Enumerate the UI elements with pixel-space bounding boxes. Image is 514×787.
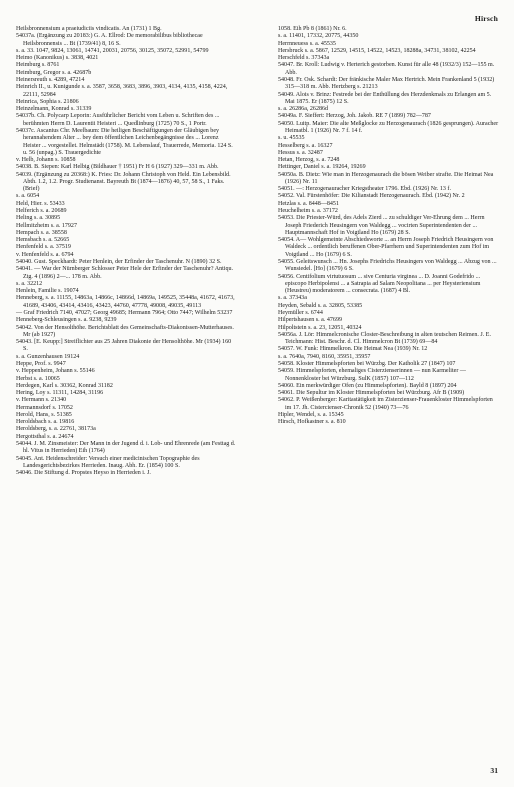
- index-entry: Hetzlas s. a. 8448—8451: [278, 200, 339, 207]
- index-entry: Henlein, Familie s. 19074: [16, 288, 79, 295]
- index-entry: Heyden, Sebald s. a. 32805, 53385: [278, 302, 363, 309]
- index-entry: Herdegen, Karl s. 30362, Konrad 31182: [16, 382, 113, 389]
- index-entry: s. a. 33. 1047, 9824, 13061, 14741, 20031, 20756, 30125, 35072, 52991, 54799: [16, 47, 209, 54]
- index-entry: Hellmitzheim s. a. 17927: [16, 222, 77, 229]
- index-entry: Heinersreuth s. 4289, 47214: [16, 76, 85, 83]
- index-entry: s. a. 26286a, 26286d: [278, 106, 329, 113]
- index-entry: 54037c. Ascanius Chr. Meelbaum: Die heiligen Beschäftigungen der Gläubigen bey herannahendem Alter ... bey dem öffentlichen Leichenbegängnisse des ... Lorenz Heister ... vorgestellet. Helmstädt (1758). M. Lebenslauf, Trauerrede, Memoria. 124 S. u. 56 (unpag.) S. Trauergedichte: [16, 127, 233, 156]
- index-entry: 54051. —: Herzogenauracher Kriegstheater 1796. Ebd. (1926) Nr. 13 f.: [278, 186, 451, 193]
- index-entry: Hermannsdorf s. 17052: [16, 404, 73, 411]
- index-entry: Heymüller s. 6744: [278, 309, 323, 316]
- index-entry: s. a. 32212: [16, 280, 43, 287]
- index-entry: Heling s. a. 30895: [16, 215, 61, 222]
- index-entry: Henneberg-Schleusingen s. a. 9238, 9239: [16, 317, 117, 324]
- index-entry: Hilpertshausen s. a. 47699: [278, 317, 342, 324]
- index-entry: 54050a. B. Dietz: Wie man in Herzogenaurach die bösen Weiber strafte. Die Heimat Nea (1926) Nr. 11: [278, 171, 494, 185]
- right-column: [278, 26, 499, 426]
- index-entry: Heroldsbach s. a. 19816: [16, 419, 75, 426]
- index-entry: 54047. Br. Kroll: Ludwig v. Herterich gestorben. Kunst für alle 48 (1932/3) 152—155 m. Abb.: [278, 62, 495, 76]
- index-entry: 54045. Ant. Heidenschreider: Versuch einer medicinischen Topographie des Landesgerichtsbezirkes Herrieden. Inaug. Abh. Er. (1854) 100 S.: [16, 455, 200, 469]
- index-entry: 54056. Centifolium virtutuosum ... sive Centuria virginea ... D. Joanni Godefrido ... episcopo Herbipolensi ... a Satrapia ad Salam Neopolitana ... per Heysteriensium (Heustreu) moderatorem ... consecrata. (1687) 4 Bl.: [278, 273, 481, 295]
- index-entry: Herold, Hans, s. 51385: [16, 411, 72, 418]
- index-entry: 54037a. (Ergänzung zu 20183:) G. A. Ellrod: De memorabilibus bibliothecae Heilsbronnensis ... Bt (1739/41) 8, 16 S.: [16, 33, 203, 47]
- index-entry: 54049. Alois v. Brinz: Festrede bei der Enthüllung des Herzdenkmals zu Erlangen am 5. Mai 1875. Er (1875) 12 S.: [278, 91, 492, 105]
- index-entry: 54046. Die Stiftung d. Propstes Heyso in Herrieden i. J.: [16, 470, 151, 477]
- index-entry: v. Helb, Johann s. 10858: [16, 157, 76, 164]
- index-entry: 54055. Geleitswunsch ... Hn. Josephs Friedrichs Heusingers von Waldegg ... Abzug von ... Wunsiedel. [Ho] (1679) 6 S.: [278, 259, 497, 273]
- index-entry: v. Hermann s. 21340: [16, 397, 67, 404]
- running-head: Hirsch: [474, 14, 498, 23]
- index-entry: Hessus s. a. 32487: [278, 149, 323, 156]
- index-entry: 54049a. F. Sieffert: Herzog, Joh. Jakob. RE 7 (1899) 782—787: [278, 113, 431, 120]
- index-entry: Hempach s. a. 38558: [16, 229, 67, 236]
- index-entry: Herrnneuess s. a. 45535: [278, 40, 336, 47]
- index-entry: Hering, Loy s. 11311, 14284, 31196: [16, 390, 104, 397]
- index-entry: s. u. 45535: [278, 135, 305, 142]
- index-entry: v. Henfenfeld s. a. 6794: [16, 251, 74, 258]
- index-entry: 54059. Himmelspforten, ehemaliges Cisterzienserinnen — nun Karmeliter — Nonnenkloster bei Würzburg. SulK (1857) 107—112: [278, 368, 466, 382]
- index-entry: Held, Hier. s. 53433: [16, 200, 65, 207]
- index-entry: Hetan, Herzog, s. a. 7248: [278, 157, 340, 164]
- index-entry: 54062. P. Weißenberger: Karitastätigkeit im Zisterzienser-Frauenkloster Himmelspforten im 17. Jh. Cistercienser-Chronik 52 (1940) 73—76: [278, 397, 493, 411]
- index-entry: Heimo (Kanonikus) s. 3838, 4021: [16, 55, 99, 62]
- index-entry: Henfenfeld s. a. 37519: [16, 244, 71, 251]
- index-entry: Henneberg, s. a. 11155, 14863a, 14866c, 14866d, 14869a, 149525, 35448a, 41672, 41673, 41689, 43406, 43414, 43416, 43423, 44760, 47778, 49008, 49035, 49113: [16, 295, 235, 309]
- index-entry: 54061. Die Sepultur im Kloster Himmelspforten bei Würzburg. Afr B (1909): [278, 390, 465, 397]
- index-entry: v. Heppenheim, Johann s. 55146: [16, 368, 95, 375]
- index-entry: 54043. [E. Keupp:] Streiflichter aus 25 Jahren Diakonie der Hensolthöhe. Mr (1934) 160 S.: [16, 339, 232, 353]
- index-entry: s. a. 6054: [16, 193, 40, 200]
- index-entry: Hersbruck s. a. 5867, 12529, 14515, 14522, 14523, 18288a, 34731, 38102, 42254: [278, 47, 476, 54]
- index-entry: s. a. 37343a: [278, 295, 307, 302]
- index-entry: 54040. Gust. Speckhardt: Peter Henlein, der Erfinder der Taschenuhr. N (1890) 32 S.: [16, 259, 222, 265]
- index-entry: 54037b. Ch. Polycarp Leporin: Ausführlicher Bericht vom Leben u. Schriften des ... berühmten Herrn D. Laurentii Heisteri ... Quedlinburg (1725) 70 S., 1 Portr.: [16, 113, 220, 127]
- index-entry: 54044. J. M. Zinsmeister: Der Mann in der Jugend d. i. Lob- und Ehrenrede (am Festtag d. hl. Vitus in Herrieden) Eih (1764): [16, 441, 236, 455]
- index-entry: Hesselberg s. a. 16327: [278, 142, 333, 149]
- index-entry: Heilsbronnensium a praeiudiciis vindicatis. An (1731) 1 Bg.: [16, 26, 162, 32]
- index-entry: Hipler, Wendel, s. a. 15345: [278, 411, 344, 418]
- index-entry: 54050. Luitp. Maier: Die alte Meßglocke zu Herzogenaurach (1826 gesprungen). Auracher Heimatbl. 1 (1926) Nr. 7 f. 14 f.: [278, 120, 499, 134]
- index-entry: s. a. Gunzenhausen 19124: [16, 353, 80, 360]
- index-entry: Hirsch, Hofkastner s. a. 810: [278, 419, 346, 426]
- index-entry: Heimburg s. 8761: [16, 62, 60, 69]
- index-entry: Heppe, Prof. s. 9947: [16, 360, 66, 367]
- index-entry: 54042. Von der Hensolthöhe. Berichtsblatt des Gemeinschafts-Diakonissen-Mutterhauses. Mr (ab 1927): [16, 324, 234, 338]
- index-entry: Hemsbach s. a. 52665: [16, 237, 70, 244]
- index-entry: 54048. Fr. Osk. Schardt: Der fränkische Maler Max Hertrich. Mein Frankenland 5 (1932) 315—318 m. Abb. Hertzberg s. 21213: [278, 76, 495, 91]
- index-entry: Helferich s. a. 20689: [16, 208, 67, 215]
- index-entry: 54052. Val. Fürstenhöfer: Die Kilianstadt Herzogenaurach. Ebd. (1942) Nr. 2: [278, 193, 465, 200]
- index-entry: 54060. Ein merkwürdiger Ofen (zu Himmelspforten). Bayld 8 (1897) 204: [278, 382, 457, 389]
- index-entry: 54053. Die Priester-Würd, des Adels Zierd ... zu schuldiger Ver-Ehrung dem ... Herrn Joseph Friederich Heusingern von Waldegg ... vocirten Superintendenten der ... Hauptmannschaft Hof in Voigtland Ho (1679) 28 S.: [278, 215, 485, 236]
- index-entry: s. a. 7640a, 7940, 8160, 35951, 35957: [278, 353, 371, 360]
- index-entry: Heinzelmann, Konrad s. 31339: [16, 106, 92, 113]
- index-entry: s. a. 11401, 17332, 20775, 44350: [278, 33, 359, 40]
- index-entry: Hergottsthal s. a. 24674: [16, 433, 74, 440]
- index-entry: Hilpoltstein s. a. 23, 12051, 40324: [278, 324, 362, 331]
- index-entry: 54056a. J. Lör: Himmelcronische Closter-Beschreibung in alten teutschen Reimen. J. E. Teichmann: Hist. Beschr. d. Cl. Himmelcron Bt (1739) 69—84: [278, 331, 491, 346]
- index-entry: Heinrich II., u. Kunigunde s. a. 3587, 3658, 3683, 3896, 3903, 4134, 4135, 4158, 4224, 22111, 52984: [16, 84, 228, 98]
- index-entry: Heimburg, Gregor s. a. 42687b: [16, 69, 92, 76]
- index-entry: Heroldsberg, s. a. 22761, 38173a: [16, 426, 96, 433]
- index-entry: 54058. Kloster Himmelspforten bei Würzbg. Der Katholik 27 (1847) 107: [278, 360, 456, 367]
- index-entry: Herschfeld s. 37343a: [278, 55, 330, 62]
- index-entry: 54054. A— Wohlgemeinte Abschiedsworte ... an Herrn Joseph Friedrich Heusingern von Waldeck ... ordentlich beruffenen Ober-Pfarrhern und Superintendenten zum Hof im Voigtland ... Ho (1679) 6 S.: [278, 237, 494, 258]
- index-entry: 54057. W. Funk: Himmelkron. Die Heimat Nea (1939) Nr. 12: [278, 346, 428, 353]
- index-entry: Heinrica, Sophia s. 21806: [16, 98, 79, 105]
- left-column: [16, 26, 237, 477]
- index-entry: 1058. Eih Pb 8 (1861) Nr. 6.: [278, 26, 347, 32]
- index-entry: Heuchelheim s. a. 37172: [278, 208, 338, 215]
- index-entry: Hettinger, Daniel s. a. 19264, 19269: [278, 164, 366, 171]
- page-number: 31: [490, 766, 498, 775]
- index-entry: 54038. B. Siepen: Karl Helbig (Bildhauer † 1951) Fr H 6 (1927) 329—331 m. Abb.: [16, 164, 219, 171]
- index-entry: 54041. — War der Nürnberger Schlosser Peter Hele der Erfinder der Taschenuhr? Antiqu. Ztg. 4 (1896) 2—... 178 m. Abb.: [16, 266, 234, 280]
- index-entry: 54039. (Ergänzung zu 20368:) K. Fries: Dr. Johann Christoph von Held. Ein Lebensbild. Abth. 1.2, 1.2. Progr. Studienanst. Bayreuth Bt (1874—1876) 40, 57, 58 S., 1 Faks. (Brief): [16, 171, 231, 193]
- index-entry: Herbst s. a. 10065: [16, 375, 60, 382]
- index-entry: — Graf Friedrich 7140, 47027; Georg 49685; Hermann 7964; Otto 7447; Wilhelm 53237: [16, 309, 233, 316]
